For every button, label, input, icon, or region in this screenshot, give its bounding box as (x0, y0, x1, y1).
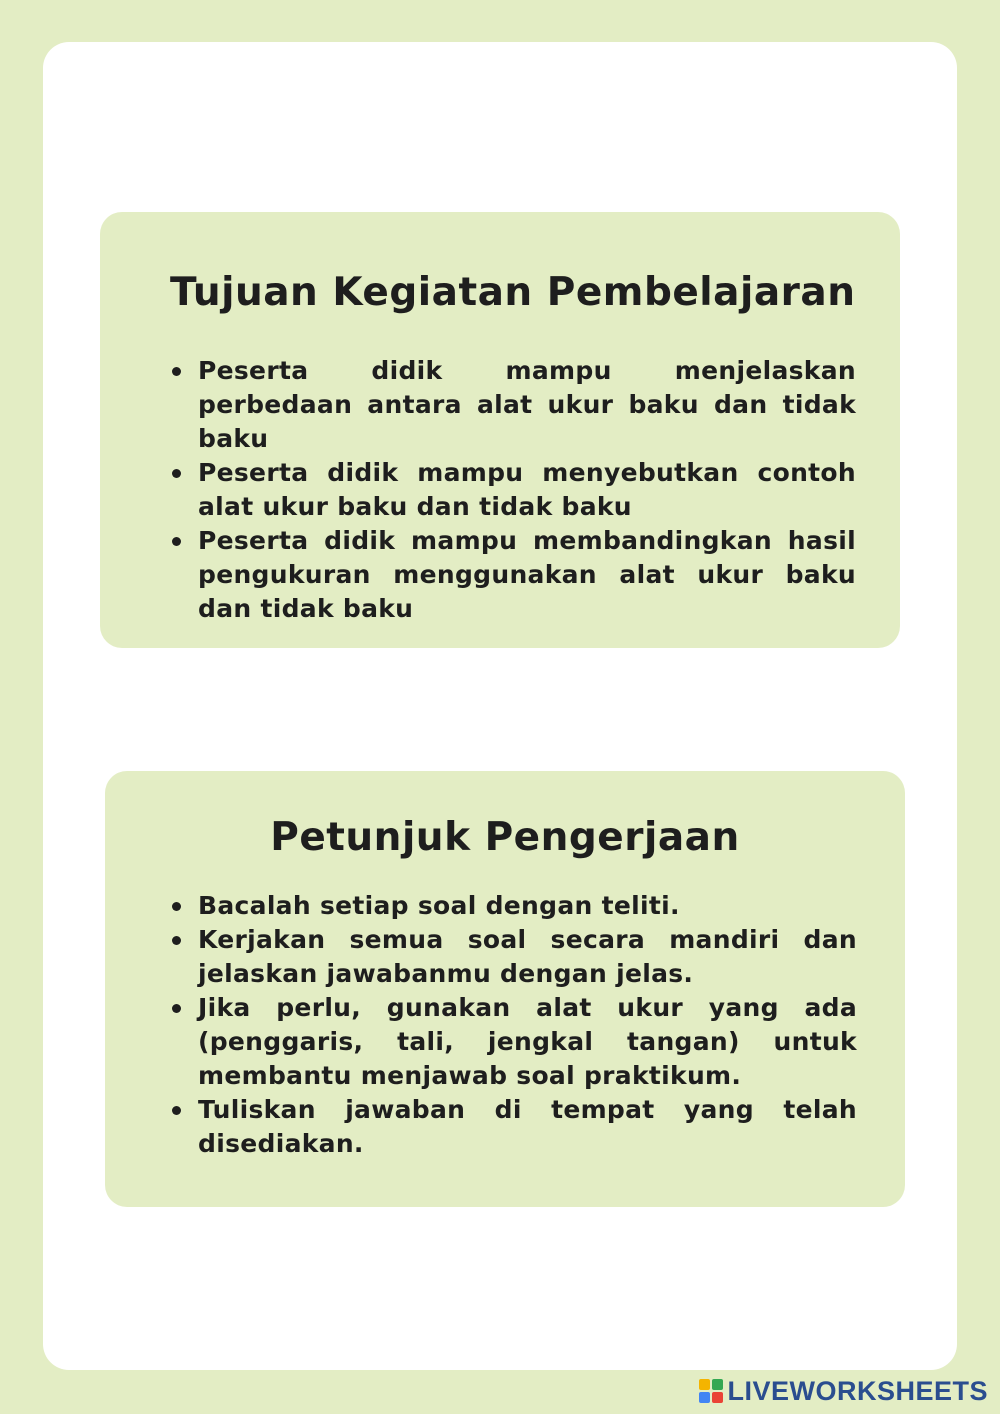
brand-name: LIVEWORKSHEETS (727, 1375, 988, 1406)
list-item: Kerjakan semua soal secara mandiri dan jelaskan jawabanmu dengan jelas. (198, 923, 857, 991)
list-item: Bacalah setiap soal dengan teliti. (198, 889, 857, 923)
list-item: Peserta didik mampu menyebutkan contoh alat ukur baku dan tidak baku (198, 456, 856, 524)
list-item: Tuliskan jawaban di tempat yang telah disediakan. (198, 1093, 857, 1161)
liveworksheets-logo-icon (699, 1379, 723, 1403)
instructions-card (105, 771, 905, 1207)
instructions-list (170, 889, 857, 1161)
learning-objectives-list (170, 354, 856, 626)
list-item: Jika perlu, gunakan alat ukur yang ada (penggaris, tali, jengkal tangan) untuk membantu menjawab soal praktikum. (198, 991, 857, 1093)
logo-tile (712, 1379, 723, 1390)
liveworksheets-brand (699, 1376, 988, 1406)
logo-tile (712, 1392, 723, 1403)
logo-tile (699, 1379, 710, 1390)
list-item: Peserta didik mampu menjelaskan perbedaan antara alat ukur baku dan tidak baku (198, 354, 856, 456)
logo-tile (699, 1392, 710, 1403)
learning-objectives-title: Tujuan Kegiatan Pembelajaran (170, 270, 856, 315)
instructions-title: Petunjuk Pengerjaan (270, 815, 740, 860)
learning-objectives-card (100, 212, 900, 648)
list-item: Peserta didik mampu membandingkan hasil pengukuran menggunakan alat ukur baku dan tidak baku (198, 524, 856, 626)
